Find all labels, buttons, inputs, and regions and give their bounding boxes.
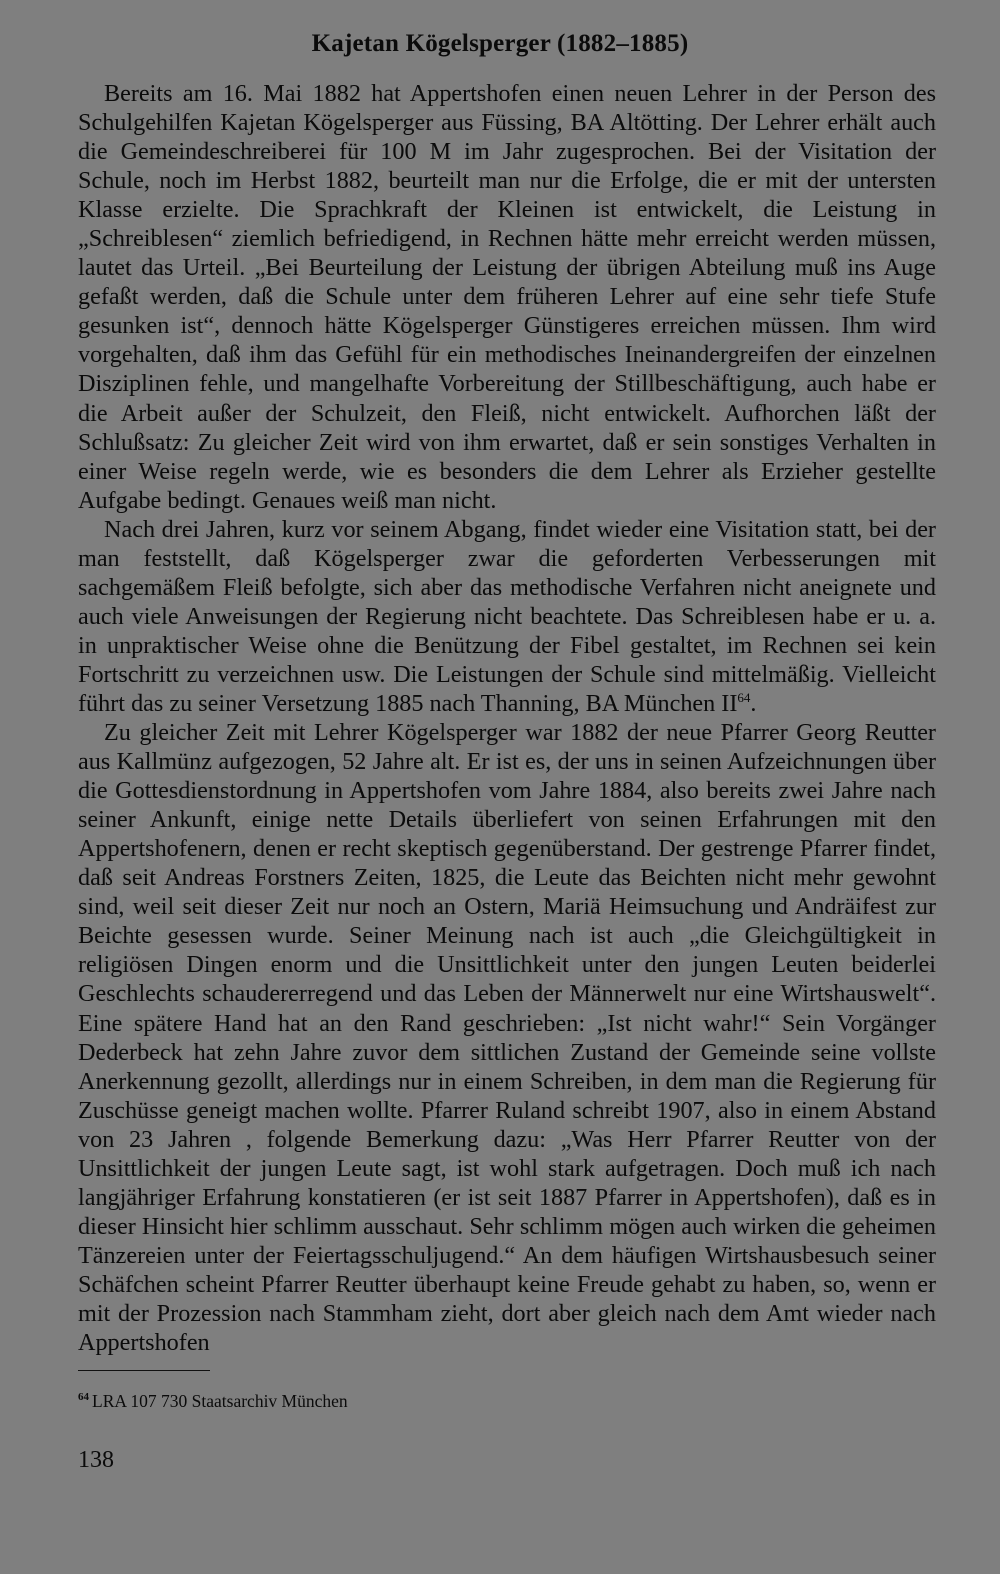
section-heading: Kajetan Kögelsperger (1882–1885) bbox=[311, 30, 689, 57]
paragraph-2 bbox=[78, 515, 936, 718]
footnote-rule bbox=[78, 1370, 210, 1371]
body-text bbox=[78, 79, 936, 1357]
footnote-text: LRA 107 730 Staatsarchiv München bbox=[92, 1391, 348, 1411]
footnote-reference: 64 bbox=[737, 689, 751, 705]
footnote-number: 64 bbox=[78, 1391, 89, 1404]
page-number: 138 bbox=[78, 1447, 114, 1473]
footnote bbox=[78, 1390, 348, 1412]
paragraph-3: Zu gleicher Zeit mit Lehrer Kögelsperger war 1882 der neue Pfarrer Georg Reutter aus Kallmünz aufgezogen, 52 Jahre alt. Er ist es, der uns in seinen Aufzeichnungen über die Gottesdienstordnung in Appertshofen vom Jahre 1884, also bereits zwei Jahre nach seiner Ankunft, einige nette Details überliefert von seinen Erfahrungen mit den Appertshofenern, denen er recht skeptisch gegenüberstand. Der gestrenge Pfarrer findet, daß seit Andreas Forstners Zeiten, 1825, die Leute das Beichten nicht mehr gewohnt sind, weil seit dieser Zeit nur noch an Ostern, Mariä Heimsuchung und Andräifest zur Beichte gesessen wurde. Seiner Meinung nach ist auch „die Gleichgültigkeit in religiösen Dingen enorm und die Unsittlichkeit unter den jungen Leuten beiderlei Geschlechts schaudererregend und das Leben der Männerwelt nur eine Wirtshauswelt“. Eine spätere Hand hat an den Rand geschrieben: „Ist nicht wahr!“ Sein Vorgänger Dederbeck hat zehn Jahre zuvor dem sittlichen Zustand der Gemeinde seine vollste Anerkennung gezollt, allerdings nur in einem Schreiben, in dem man die Regierung für Zuschüsse geneigt machen wollte. Pfarrer Ruland schreibt 1907, also in einem Abstand von 23 Jahren , folgende Bemerkung dazu: „Was Herr Pfarrer Reutter von der Unsittlichkeit der jungen Leute sagt, ist wohl stark aufgetragen. Doch muß ich nach langjähriger Erfahrung konstatieren (er ist seit 1887 Pfarrer in Appertshofen), daß es in dieser Hinsicht hier schlimm ausschaut. Sehr schlimm mögen auch wirken die geheimen Tänzereien unter der Feiertagsschuljugend.“ An dem häufigen Wirtshausbesuch seiner Schäfchen scheint Pfarrer Reutter überhaupt keine Freude gehabt zu haben, so, wenn er mit der Prozession nach Stammham zieht, dort aber gleich nach dem Amt wieder nach Appertshofen bbox=[78, 719, 936, 1357]
paragraph-2-text: Nach drei Jahren, kurz vor seinem Abgang, findet wieder eine Visitation statt, bei der man feststellt, daß Kögelsperger zwar die geforderten Verbesserungen mit sachgemäßem Fleiß befolgte, sich aber das methodische Verfahren nicht aneignete und auch viele Anweisungen der Regierung nicht beachtete. Das Schreiblesen habe er u. a. in unpraktischer Weise ohne die Benützung der Fibel gestaltet, im Rechnen sei kein Fortschritt zu verzeichnen usw. Die Leistungen der Schule sind mittelmäßig. Vielleicht führt das zu seiner Versetzung 1885 nach Thanning, BA München II bbox=[78, 515, 936, 717]
paragraph-1: Bereits am 16. Mai 1882 hat Appertshofen einen neuen Lehrer in der Person des Schulgehilfen Kajetan Kögelsperger aus Füssing, BA Altötting. Der Lehrer erhält auch die Gemeindeschreiberei für 100 M im Jahr zugesprochen. Bei der Visitation der Schule, noch im Herbst 1882, beurteilt man nur die Erfolge, die er mit der untersten Klasse erzielte. Die Sprachkraft der Kleinen ist entwickelt, die Leistung in „Schreiblesen“ ziemlich befriedigend, in Rechnen hätte mehr erreicht werden müssen, lautet das Urteil. „Bei Beurteilung der Leistung der übrigen Abteilung muß ins Auge gefaßt werden, daß die Schule unter dem früheren Lehrer auf eine sehr tiefe Stufe gesunken ist“, dennoch hätte Kögelsperger Günstigeres erreichen müssen. Ihm wird vorgehalten, daß ihm das Gefühl für ein methodisches Ineinandergreifen der einzelnen Disziplinen fehle, und mangelhafte Vorbereitung der Stillbeschäftigung, auch habe er die Arbeit außer der Schulzeit, den Fleiß, nicht entwickelt. Aufhorchen läßt der Schlußsatz: Zu gleicher Zeit wird von ihm erwartet, daß er sein sonstiges Verhalten in einer Weise regeln werde, wie es besonders die dem Lehrer als Erzieher gestellte Aufgabe bedingt. Genaues weiß man nicht. bbox=[78, 80, 936, 514]
paragraph-2-end: . bbox=[750, 689, 757, 717]
